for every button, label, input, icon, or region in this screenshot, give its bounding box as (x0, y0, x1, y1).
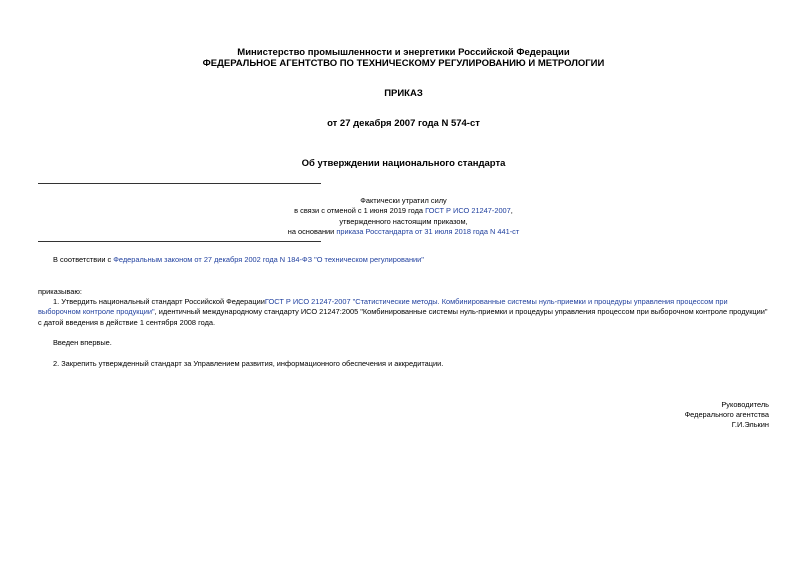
introduced-note: Введен впервые. (53, 338, 112, 347)
order-item-2: 2. Закрепить утвержденный стандарт за Управлением развития, информационного обеспечения и аккредитации. (53, 359, 444, 368)
status-note-line1: Фактически утратил силу (360, 196, 447, 205)
federal-law-link[interactable]: Федеральным законом от 27 декабря 2002 года N 184-ФЗ "О техническом регулировании" (113, 255, 424, 264)
order-item-1-prefix: 1. Утвердить национальный стандарт Российской Федерации (53, 297, 265, 306)
note-divider-top (38, 183, 321, 184)
standard-title-link[interactable]: ГОСТ Р ИСО 21247-2007 "Статистические методы. Комбинированные системы нуль-приемки и процедуры управления процессом при выборочном контроле продукции" (38, 297, 728, 317)
order-item-1 (38, 297, 772, 328)
status-note-line2-prefix: в связи с отменой с 1 июня 2019 года (294, 206, 426, 215)
agency-title: ФЕДЕРАЛЬНОЕ АГЕНТСТВО ПО ТЕХНИЧЕСКОМУ РЕГУЛИРОВАНИЮ И МЕТРОЛОГИИ (202, 58, 605, 69)
gost-standard-link[interactable]: ГОСТ Р ИСО 21247-2007 (425, 206, 511, 215)
status-note-line4 (200, 227, 607, 237)
status-note-line2-suffix: , (510, 206, 513, 215)
status-note-line4-prefix: на основании (287, 227, 337, 236)
order-item-1-suffix: , идентичный международному стандарту ИСО 21247:2005 "Комбинированные системы нуль-приемки и процедуры управления процессом при выборочном контроле продукции" с датой введения в действие 1 сентября 2008 года. (38, 307, 768, 327)
legal-basis-prefix: В соответствии с (53, 255, 114, 264)
signature-org: Федерального агентства (684, 410, 769, 419)
document-subject: Об утверждении национального стандарта (301, 158, 506, 169)
status-note-line2 (200, 206, 607, 216)
ministry-title: Министерство промышленности и энергетики Российской Федерации (237, 47, 570, 58)
rosstandart-order-link[interactable]: приказа Росстандарта от 31 июля 2018 года N 441-ст (336, 227, 520, 236)
legal-basis-paragraph (53, 255, 424, 265)
document-date-number: от 27 декабря 2007 года N 574-ст (327, 118, 480, 129)
document-type: ПРИКАЗ (384, 88, 423, 99)
orders-line: приказываю: (38, 287, 82, 296)
status-note-line3: утвержденного настоящим приказом, (339, 217, 468, 226)
note-divider-bottom (38, 241, 321, 242)
signature-name: Г.И.Элькин (731, 420, 769, 429)
signature-title: Руководитель (721, 400, 769, 409)
